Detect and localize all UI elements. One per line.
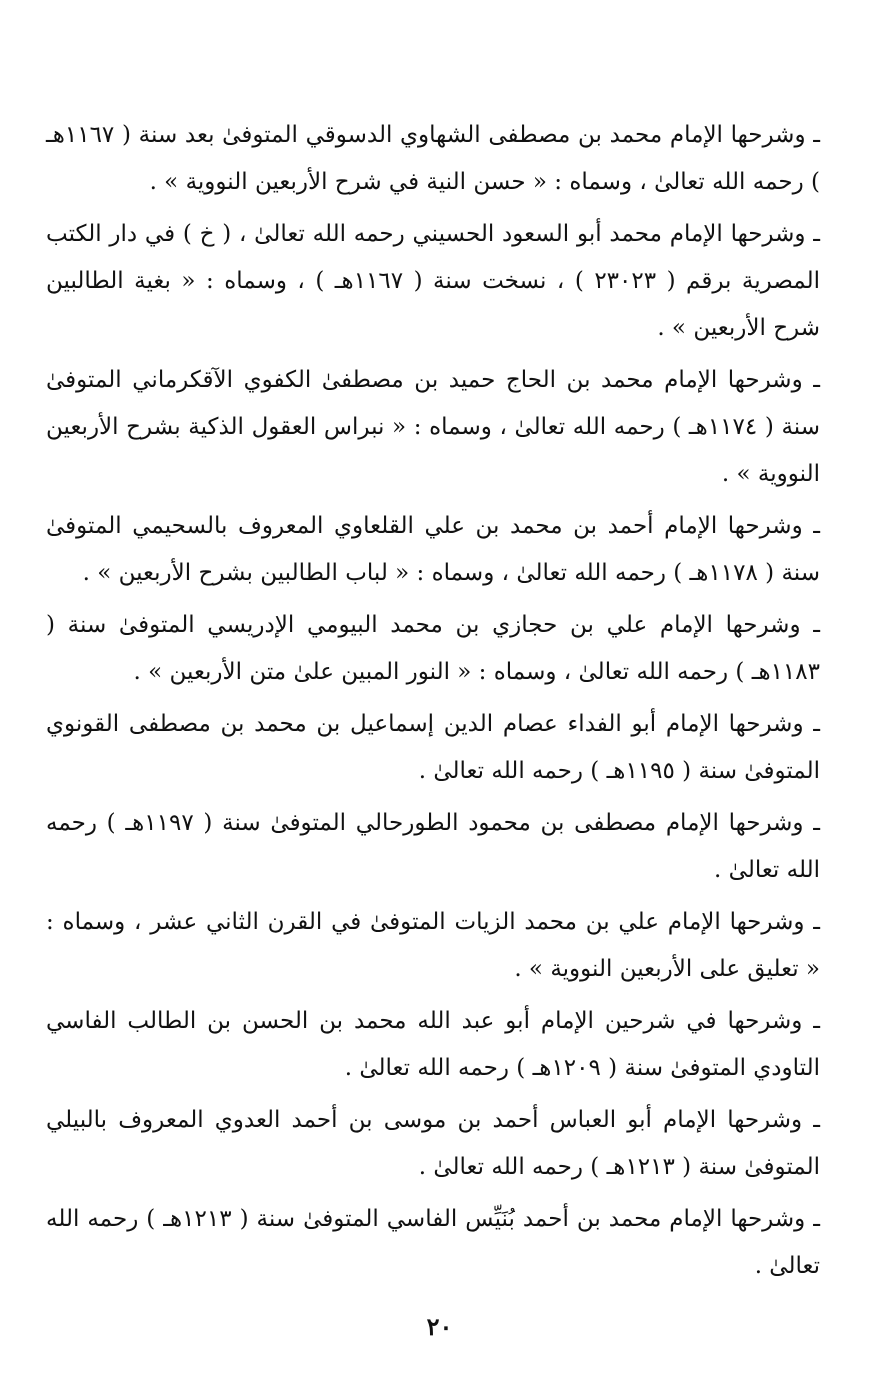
page-body [46,112,820,1295]
paragraph-8: ـ وشرحها الإمام علي بن محمد الزيات المتوفىٰ في القرن الثاني عشر ، وسماه : « تعليق على الأربعين النووية » . [46,909,820,982]
paragraph-10: ـ وشرحها الإمام أبو العباس أحمد بن موسى بن أحمد العدوي المعروف بالبيلي المتوفىٰ سنة ( ١٢١٣هـ ) رحمه الله تعالىٰ . [46,1107,820,1180]
paragraph-5: ـ وشرحها الإمام علي بن حجازي بن محمد البيومي الإدريسي المتوفىٰ سنة ( ١١٨٣هـ ) رحمه الله تعالىٰ ، وسماه : « النور المبين علىٰ متن الأربعين » . [46,612,820,685]
paragraph-9: ـ وشرحها في شرحين الإمام أبو عبد الله محمد بن الحسن بن الطالب الفاسي التاودي المتوفىٰ سنة ( ١٢٠٩هـ ) رحمه الله تعالىٰ . [46,1008,820,1081]
paragraph-4: ـ وشرحها الإمام أحمد بن محمد بن علي القلعاوي المعروف بالسحيمي المتوفىٰ سنة ( ١١٧٨هـ ) رحمه الله تعالىٰ ، وسماه : « لباب الطالبين بشرح الأربعين » . [46,513,820,586]
paragraph-2: ـ وشرحها الإمام محمد أبو السعود الحسيني رحمه الله تعالىٰ ، ( خ ) في دار الكتب المصرية برقم ( ٢٣٠٢٣ ) ، نسخت سنة ( ١١٦٧هـ ) ، وسماه : « بغية الطالبين شرح الأربعين » . [46,221,820,341]
paragraph-7: ـ وشرحها الإمام مصطفى بن محمود الطورحالي المتوفىٰ سنة ( ١١٩٧هـ ) رحمه الله تعالىٰ . [46,810,820,883]
paragraph-11: ـ وشرحها الإمام محمد بن أحمد بُنَيِّس الفاسي المتوفىٰ سنة ( ١٢١٣هـ ) رحمه الله تعالىٰ . [46,1206,820,1279]
paragraph-3: ـ وشرحها الإمام محمد بن الحاج حميد بن مصطفىٰ الكفوي الآقكرماني المتوفىٰ سنة ( ١١٧٤هـ ) رحمه الله تعالىٰ ، وسماه : « نبراس العقول الذكية بشرح الأربعين النووية » . [46,367,820,487]
page-number: ٢٠ [426,1312,453,1341]
paragraph-1: ـ وشرحها الإمام محمد بن مصطفى الشهاوي الدسوقي المتوفىٰ بعد سنة ( ١١٦٧هـ ) رحمه الله تعالىٰ ، وسماه : « حسن النية في شرح الأربعين النووية » . [46,122,820,195]
paragraph-6: ـ وشرحها الإمام أبو الفداء عصام الدين إسماعيل بن محمد بن مصطفى القونوي المتوفىٰ سنة ( ١١٩٥هـ ) رحمه الله تعالىٰ . [46,711,820,784]
